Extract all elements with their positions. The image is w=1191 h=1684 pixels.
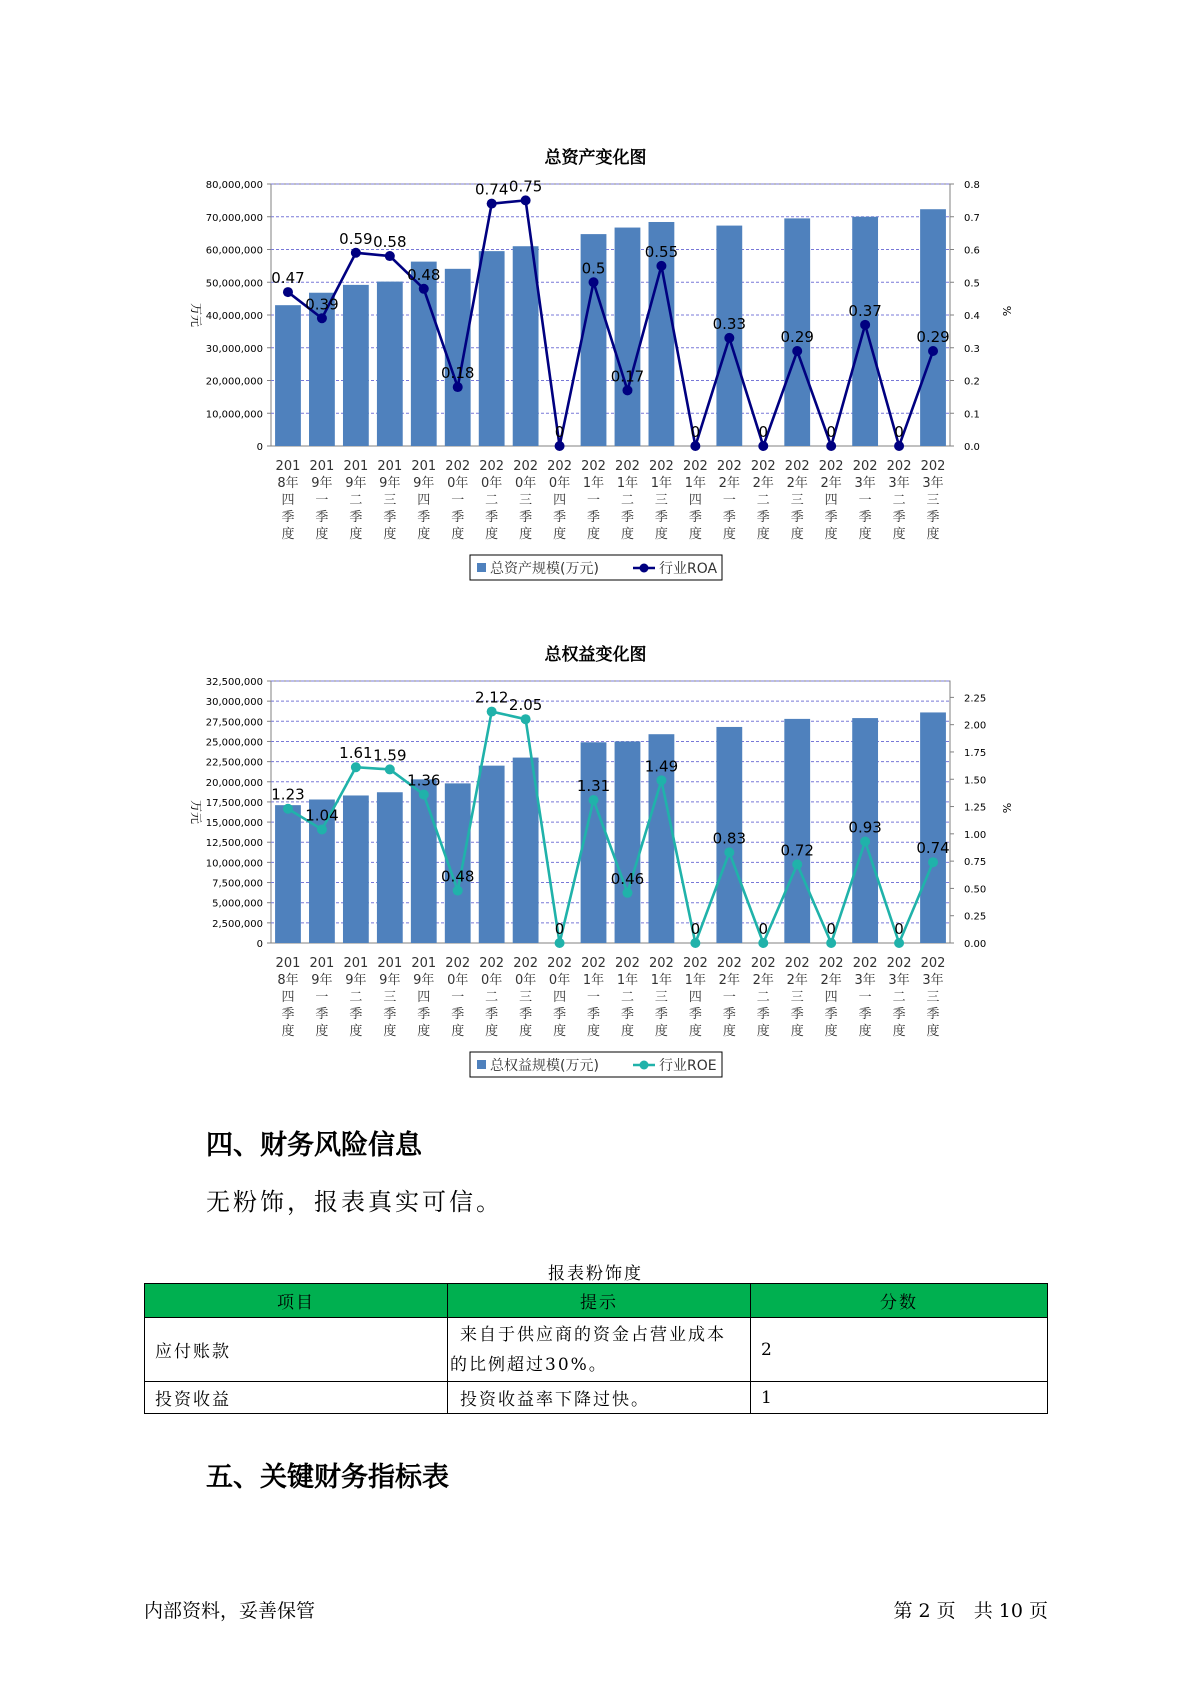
- data-label: 0.74: [916, 839, 950, 858]
- x-tick-label: 202 2年四季度: [818, 956, 844, 1039]
- total-equity-chart: [0, 667, 1191, 1087]
- data-label: 0.37: [848, 301, 882, 320]
- data-label: 2.05: [508, 696, 543, 715]
- line-point: [928, 346, 938, 356]
- x-tick-label: 202 3年三季度: [920, 956, 946, 1039]
- y-tick-label: 17,500,000: [205, 797, 263, 809]
- x-tick-label: 201 9年三季度: [377, 459, 403, 542]
- bar: [784, 719, 810, 943]
- x-tick-label: 202 2年二季度: [750, 956, 776, 1039]
- y-tick-label: 5,000,000: [212, 898, 263, 910]
- x-tick-label: 202 2年四季度: [818, 459, 844, 542]
- x-tick-label: 201 9年二季度: [343, 956, 369, 1039]
- y-tick-label: 25,000,000: [205, 737, 263, 749]
- x-tick-label: 201 9年四季度: [411, 459, 437, 542]
- y-tick-label: 30,000,000: [205, 697, 263, 709]
- row-score: 1: [751, 1382, 1048, 1414]
- y2-tick-label: 0.7: [964, 212, 980, 224]
- x-tick-label: 201 9年一季度: [309, 956, 335, 1039]
- x-tick-label: 201 8年四季度: [275, 956, 301, 1039]
- y-tick-label: 70,000,000: [205, 212, 263, 224]
- x-tick-label: 202 0年三季度: [513, 459, 539, 542]
- data-label: 0.46: [610, 869, 645, 888]
- x-tick-label: 202 1年四季度: [682, 459, 708, 542]
- row-score: 2: [751, 1318, 1048, 1382]
- row-hint-line1: 来自于供应商的资金占营业成本: [460, 1324, 726, 1345]
- data-label: 1.04: [305, 806, 339, 825]
- data-label: 0.5: [581, 259, 606, 278]
- y2-tick-label: 0.6: [964, 245, 980, 257]
- data-label: 0.17: [610, 367, 645, 386]
- line-point: [894, 938, 904, 948]
- line-point: [758, 938, 768, 948]
- legend-swatch-line: [640, 1061, 649, 1070]
- y2-tick-label: 0.5: [964, 278, 980, 290]
- bar: [343, 795, 369, 943]
- line-point: [521, 195, 531, 205]
- row-item: 投资收益: [145, 1382, 448, 1414]
- line-point: [656, 261, 666, 271]
- line-point: [792, 346, 802, 356]
- legend-label-bar: 总资产规模(万元): [490, 561, 599, 577]
- data-label: 0.55: [644, 242, 679, 261]
- x-tick-label: 202 0年一季度: [445, 459, 471, 542]
- x-tick-label: 202 3年二季度: [886, 956, 912, 1039]
- table-row: [145, 1382, 1048, 1414]
- bar: [411, 779, 437, 943]
- y-tick-label: 20,000,000: [205, 376, 263, 388]
- legend-swatch-bar: [477, 1060, 486, 1069]
- y-tick-label: 60,000,000: [205, 245, 263, 257]
- x-tick-label: 202 3年二季度: [886, 459, 912, 542]
- y2-tick-label: 1.75: [964, 747, 987, 759]
- y-tick-label: 20,000,000: [205, 777, 263, 789]
- bar: [852, 217, 878, 446]
- legend-swatch-bar: [477, 563, 486, 572]
- x-tick-label: 202 3年一季度: [852, 459, 878, 542]
- risk-table-header: [145, 1284, 1048, 1318]
- bar: [513, 246, 539, 446]
- y-tick-label: 50,000,000: [205, 278, 263, 290]
- line-point: [724, 333, 734, 343]
- legend-swatch-line: [640, 564, 649, 573]
- y-axis-title: 万元: [189, 302, 203, 328]
- data-label: 0.48: [407, 265, 441, 284]
- line-point: [317, 313, 327, 323]
- total-assets-chart: [0, 170, 1191, 590]
- row-hint: 投资收益率下降过快。: [448, 1382, 751, 1414]
- x-tick-label: 201 9年一季度: [309, 459, 335, 542]
- line-point: [283, 804, 293, 814]
- data-label: 0: [554, 423, 565, 441]
- line-point: [419, 790, 429, 800]
- section4-heading: 四、财务风险信息: [206, 1130, 422, 1161]
- line-point: [555, 441, 565, 451]
- data-label: 1.59: [373, 746, 407, 765]
- x-tick-label: 202 0年四季度: [547, 459, 572, 542]
- line-point: [487, 199, 497, 209]
- chart2-title: 总权益变化图: [544, 645, 647, 665]
- x-tick-label: 202 0年一季度: [445, 956, 471, 1039]
- row-hint: [448, 1318, 751, 1382]
- y-tick-label: 0: [256, 442, 263, 453]
- line-point: [317, 824, 327, 834]
- x-tick-label: 202 1年一季度: [581, 956, 606, 1039]
- data-label: 0: [758, 920, 769, 938]
- data-label: 0.74: [474, 180, 509, 199]
- line-point: [758, 441, 768, 451]
- bar: [615, 741, 641, 943]
- x-tick-label: 202 3年一季度: [852, 956, 878, 1039]
- y-tick-label: 32,500,000: [205, 677, 263, 688]
- line-point: [860, 320, 870, 330]
- plot-area: [271, 681, 950, 943]
- line-point: [589, 277, 599, 287]
- x-tick-label: 202 3年三季度: [920, 459, 946, 542]
- risk-table-caption: 报表粉饰度: [548, 1264, 643, 1284]
- section5-heading: 五、关键财务指标表: [206, 1462, 449, 1493]
- data-label: 0: [690, 920, 701, 938]
- y-tick-label: 40,000,000: [205, 311, 263, 322]
- data-label: 0.33: [712, 314, 747, 333]
- row-item: 应付账款: [145, 1318, 448, 1382]
- y2-tick-label: 0.0: [964, 442, 980, 453]
- line-point: [487, 707, 497, 717]
- y-tick-label: 7,500,000: [212, 878, 263, 890]
- data-label: 0.59: [339, 229, 373, 248]
- bar: [343, 285, 369, 446]
- line-point: [385, 251, 395, 261]
- y-tick-label: 80,000,000: [205, 180, 263, 191]
- data-label: 0.29: [780, 328, 814, 347]
- line-point: [453, 382, 463, 392]
- line-point: [792, 859, 802, 869]
- y2-tick-label: 0.1: [964, 409, 980, 421]
- legend-label-line: 行业ROE: [659, 1058, 717, 1074]
- line-point: [351, 248, 361, 258]
- data-label: 0: [554, 920, 565, 938]
- line-point: [826, 441, 836, 451]
- x-tick-label: 201 8年四季度: [275, 459, 301, 542]
- y2-tick-label: 1.00: [964, 829, 987, 841]
- x-tick-label: 202 2年一季度: [716, 459, 742, 542]
- y-tick-label: 10,000,000: [205, 409, 263, 421]
- header-score: 分数: [751, 1284, 1048, 1318]
- y2-tick-label: 0.8: [964, 180, 980, 191]
- table-row: [145, 1318, 1048, 1382]
- x-tick-label: 201 9年四季度: [411, 956, 437, 1039]
- line-point: [419, 284, 429, 294]
- risk-table: [144, 1283, 1048, 1414]
- y2-axis-title: %: [1000, 802, 1013, 814]
- legend-label-bar: 总权益规模(万元): [490, 1058, 599, 1074]
- y2-tick-label: 2.00: [964, 720, 987, 732]
- data-label: 0.29: [916, 328, 950, 347]
- data-label: 0: [826, 423, 836, 441]
- bar: [920, 712, 946, 943]
- y-tick-label: 12,500,000: [205, 838, 263, 850]
- data-label: 0.48: [441, 867, 475, 886]
- y-tick-label: 27,500,000: [205, 717, 263, 729]
- y2-tick-label: 0.75: [964, 857, 987, 869]
- x-tick-label: 202 2年三季度: [784, 459, 810, 542]
- y2-tick-label: 0.3: [964, 343, 980, 355]
- data-label: 0.47: [271, 269, 305, 288]
- x-tick-label: 202 1年二季度: [615, 459, 640, 542]
- y-tick-label: 22,500,000: [205, 757, 263, 769]
- data-label: 0: [690, 423, 701, 441]
- data-label: 1.49: [644, 757, 679, 776]
- line-point: [690, 938, 700, 948]
- footer-left: 内部资料，妥善保管: [144, 1600, 316, 1622]
- line-point: [589, 795, 599, 805]
- data-label: 0.18: [441, 364, 475, 383]
- y2-tick-label: 1.25: [964, 802, 987, 814]
- line-point: [826, 938, 836, 948]
- line-point: [622, 385, 632, 395]
- legend-label-line: 行业ROA: [659, 561, 718, 577]
- x-tick-label: 201 9年二季度: [343, 459, 369, 542]
- x-tick-label: 202 1年一季度: [581, 459, 606, 542]
- bar: [275, 305, 301, 446]
- bar: [275, 805, 301, 943]
- data-label: 0.72: [780, 841, 814, 860]
- line-point: [351, 762, 361, 772]
- bar: [377, 282, 403, 446]
- data-label: 0.75: [508, 177, 543, 196]
- data-label: 0: [894, 920, 904, 938]
- line-point: [385, 764, 395, 774]
- y-tick-label: 2,500,000: [212, 918, 263, 930]
- x-tick-label: 202 2年一季度: [716, 956, 742, 1039]
- footer-page-number: 第 2 页 共 10 页: [893, 1600, 1048, 1622]
- line-point: [928, 857, 938, 867]
- x-tick-label: 202 0年三季度: [513, 956, 539, 1039]
- line-point: [555, 938, 565, 948]
- data-label: 0: [826, 920, 836, 938]
- line-point: [690, 441, 700, 451]
- y2-tick-label: 0.00: [964, 939, 987, 950]
- x-tick-label: 202 1年二季度: [615, 956, 640, 1039]
- x-tick-label: 202 1年四季度: [682, 956, 708, 1039]
- y-axis-title: 万元: [189, 799, 203, 825]
- y2-tick-label: 0.4: [964, 311, 980, 322]
- data-label: 1.31: [576, 776, 611, 795]
- header-item: 项目: [145, 1284, 448, 1318]
- x-tick-label: 202 2年三季度: [784, 956, 810, 1039]
- bar: [377, 792, 403, 943]
- x-tick-label: 202 0年四季度: [547, 956, 572, 1039]
- data-label: 1.23: [271, 785, 305, 804]
- line-point: [283, 287, 293, 297]
- header-hint: 提示: [448, 1284, 751, 1318]
- section4-text: 无粉饰，报表真实可信。: [206, 1188, 503, 1216]
- data-label: 0.39: [305, 295, 339, 314]
- x-tick-label: 202 0年二季度: [479, 956, 505, 1039]
- line-point: [724, 847, 734, 857]
- bar: [615, 228, 641, 446]
- data-label: 0: [758, 423, 769, 441]
- chart1-title: 总资产变化图: [544, 148, 647, 168]
- y2-tick-label: 2.25: [964, 693, 987, 705]
- y-tick-label: 10,000,000: [205, 858, 263, 870]
- y2-axis-title: %: [1000, 305, 1013, 317]
- line-point: [656, 775, 666, 785]
- line-point: [622, 888, 632, 898]
- bar: [479, 766, 505, 943]
- bar: [479, 251, 505, 446]
- y2-tick-label: 0.50: [964, 884, 987, 896]
- row-hint-line2: 的比例超过30%。: [450, 1354, 608, 1375]
- data-label: 1.61: [339, 744, 373, 763]
- data-label: 0.93: [848, 818, 882, 837]
- x-tick-label: 202 2年二季度: [750, 459, 776, 542]
- line-point: [521, 714, 531, 724]
- y2-tick-label: 1.50: [964, 775, 987, 787]
- x-tick-label: 202 0年二季度: [479, 459, 505, 542]
- data-label: 0: [894, 423, 904, 441]
- y2-tick-label: 0.2: [964, 376, 980, 388]
- y-tick-label: 15,000,000: [205, 818, 263, 830]
- line-point: [453, 886, 463, 896]
- data-label: 2.12: [474, 688, 509, 707]
- x-tick-label: 202 1年三季度: [649, 459, 674, 542]
- data-label: 1.36: [407, 771, 441, 790]
- y2-tick-label: 0.25: [964, 911, 987, 923]
- x-tick-label: 202 1年三季度: [649, 956, 674, 1039]
- data-label: 0.58: [373, 233, 407, 252]
- line-point: [860, 836, 870, 846]
- data-label: 0.83: [712, 829, 747, 848]
- y-tick-label: 0: [256, 939, 263, 950]
- line-point: [894, 441, 904, 451]
- y-tick-label: 30,000,000: [205, 343, 263, 355]
- x-tick-label: 201 9年三季度: [377, 956, 403, 1039]
